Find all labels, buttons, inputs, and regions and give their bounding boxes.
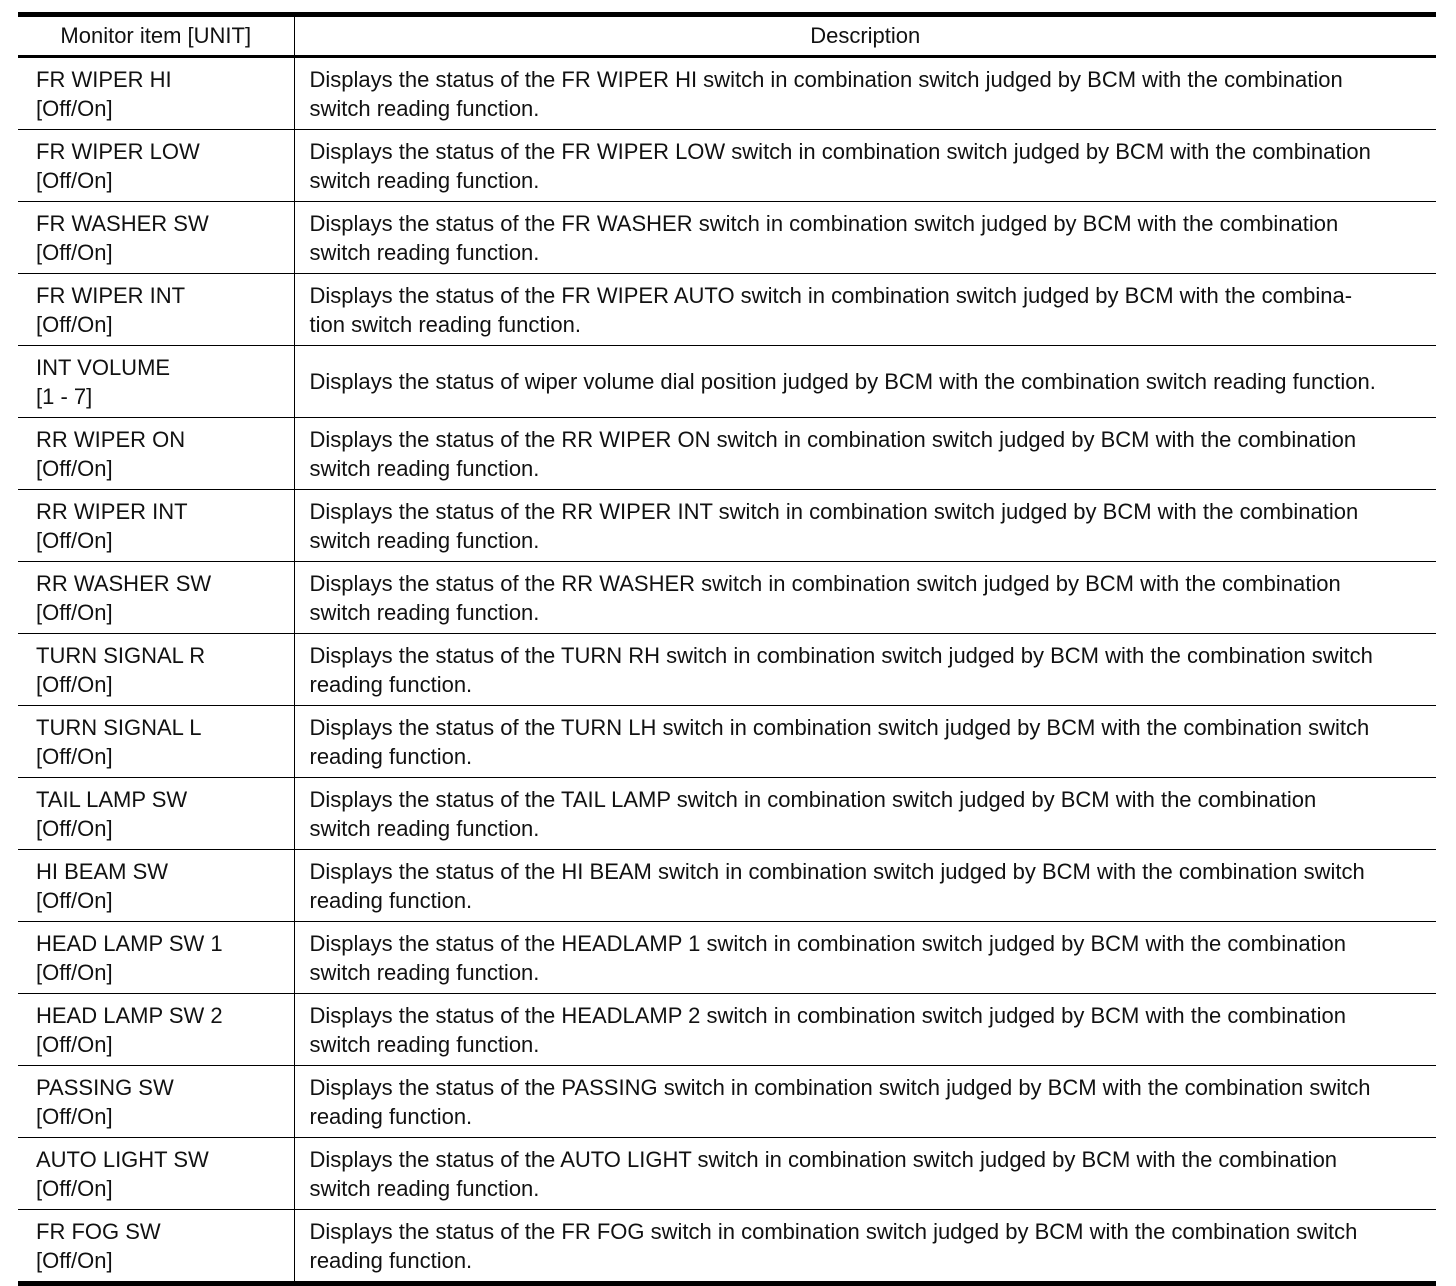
description-cell [294,274,1436,346]
description-cell [294,706,1436,778]
monitor-item-cell [18,850,294,922]
monitor-item-cell [18,562,294,634]
description-line-1: Displays the status of the FR FOG switch in combination switch judged by BCM with the combination switch [309,1218,1358,1244]
monitor-item-unit: [Off/On] [36,1031,113,1057]
header-monitor-item: Monitor item [UNIT] [18,15,294,57]
description-cell [294,130,1436,202]
monitor-item-cell [18,346,294,418]
monitor-item-unit: [1 - 7] [36,383,93,409]
description-cell [294,346,1436,418]
description-cell [294,57,1436,130]
table-row [18,130,1436,202]
table-row [18,1210,1436,1284]
description-cell [294,1066,1436,1138]
table-row [18,706,1436,778]
monitor-item-name: INT VOLUME [36,354,171,380]
description-line-1: Displays the status of the RR WASHER switch in combination switch judged by BCM with the combination [309,570,1341,596]
monitor-item-name: FR WIPER LOW [36,138,200,164]
description-cell [294,850,1436,922]
table-row [18,418,1436,490]
description-line-1: Displays the status of the HI BEAM switch in combination switch judged by BCM with the combination switch [309,858,1365,884]
monitor-item-cell [18,994,294,1066]
monitor-item-unit: [Off/On] [36,311,113,337]
header-description: Description [294,15,1436,57]
description-cell [294,1210,1436,1284]
description-line-1: Displays the status of the RR WIPER ON switch in combination switch judged by BCM with the combination [309,426,1357,452]
monitor-item-unit: [Off/On] [36,887,113,913]
table-row [18,562,1436,634]
monitor-item-unit: [Off/On] [36,815,113,841]
description-line-1: Displays the status of the TAIL LAMP switch in combination switch judged by BCM with the combination [309,786,1317,812]
monitor-item-name: FR WIPER HI [36,66,172,92]
monitor-item-cell [18,1138,294,1210]
table-row [18,57,1436,130]
monitor-item-name: RR WASHER SW [36,570,212,596]
monitor-item-unit: [Off/On] [36,959,113,985]
description-line-2: reading function. [309,743,473,769]
table-row [18,490,1436,562]
table-row [18,634,1436,706]
monitor-item-cell [18,202,294,274]
table-row [18,850,1436,922]
monitor-item-name: AUTO LIGHT SW [36,1146,209,1172]
monitor-item-cell [18,1066,294,1138]
description-line-2: switch reading function. [309,1175,540,1201]
monitor-item-name: TURN SIGNAL L [36,714,202,740]
description-line-1: Displays the status of the AUTO LIGHT switch in combination switch judged by BCM with the combination [309,1146,1338,1172]
description-cell [294,634,1436,706]
monitor-items-table-container [18,12,1436,1286]
description-line-1: Displays the status of the FR WIPER LOW switch in combination switch judged by BCM with the combination [309,138,1371,164]
table-row [18,922,1436,994]
monitor-item-name: FR FOG SW [36,1218,161,1244]
monitor-item-cell [18,706,294,778]
monitor-item-cell [18,130,294,202]
description-line-1: Displays the status of the FR WASHER switch in combination switch judged by BCM with the combination [309,210,1339,236]
monitor-item-unit: [Off/On] [36,743,113,769]
monitor-item-name: TURN SIGNAL R [36,642,206,668]
description-line-2: switch reading function. [309,239,540,265]
monitor-item-name: FR WASHER SW [36,210,209,236]
description-line-1: Displays the status of the TURN RH switch in combination switch judged by BCM with the combination switch [309,642,1373,668]
description-line-2: reading function. [309,887,473,913]
table-row [18,1138,1436,1210]
monitor-item-unit: [Off/On] [36,1175,113,1201]
description-line-1: Displays the status of the TURN LH switch in combination switch judged by BCM with the combination switch [309,714,1370,740]
description-cell [294,562,1436,634]
monitor-item-name: HEAD LAMP SW 2 [36,1002,223,1028]
description-line-1: Displays the status of the HEADLAMP 1 switch in combination switch judged by BCM with the combination [309,930,1347,956]
monitor-item-cell [18,634,294,706]
description-cell [294,778,1436,850]
monitor-item-name: RR WIPER ON [36,426,186,452]
description-line-1: Displays the status of the PASSING switch in combination switch judged by BCM with the combination switch [309,1074,1371,1100]
monitor-item-unit: [Off/On] [36,1103,113,1129]
monitor-item-unit: [Off/On] [36,455,113,481]
description-line-2: switch reading function. [309,167,540,193]
monitor-item-cell [18,1210,294,1284]
table-row [18,994,1436,1066]
description-line-2: switch reading function. [309,1031,540,1057]
monitor-item-unit: [Off/On] [36,599,113,625]
table-row [18,346,1436,418]
monitor-item-cell [18,490,294,562]
description-line-2: switch reading function. [309,599,540,625]
table-header-row [18,15,1436,57]
monitor-item-cell [18,57,294,130]
monitor-item-unit: [Off/On] [36,527,113,553]
monitor-item-cell [18,778,294,850]
table-row [18,274,1436,346]
description-line-2: tion switch reading function. [309,311,581,337]
monitor-item-unit: [Off/On] [36,239,113,265]
monitor-item-name: HEAD LAMP SW 1 [36,930,223,956]
table-row [18,778,1436,850]
description-line-2: reading function. [309,1103,473,1129]
table-body [18,57,1436,1284]
description-cell [294,418,1436,490]
monitor-item-unit: [Off/On] [36,671,113,697]
monitor-item-name: FR WIPER INT [36,282,186,308]
description-line-1: Displays the status of the FR WIPER HI switch in combination switch judged by BCM with the combination [309,66,1343,92]
monitor-item-name: HI BEAM SW [36,858,169,884]
description-cell [294,922,1436,994]
description-line-1: Displays the status of wiper volume dial position judged by BCM with the combination switch reading function. [309,369,1376,394]
description-cell [294,490,1436,562]
monitor-item-name: RR WIPER INT [36,498,188,524]
description-line-2: switch reading function. [309,815,540,841]
monitor-item-cell [18,922,294,994]
description-cell [294,1138,1436,1210]
monitor-item-unit: [Off/On] [36,1247,113,1273]
description-cell [294,994,1436,1066]
description-line-2: reading function. [309,671,473,697]
description-line-2: switch reading function. [309,455,540,481]
description-line-1: Displays the status of the RR WIPER INT switch in combination switch judged by BCM with the combination [309,498,1359,524]
description-cell [294,202,1436,274]
monitor-item-unit: [Off/On] [36,167,113,193]
description-line-2: switch reading function. [309,95,540,121]
monitor-item-name: TAIL LAMP SW [36,786,188,812]
monitor-item-cell [18,274,294,346]
description-line-1: Displays the status of the FR WIPER AUTO switch in combination switch judged by BCM with the combina- [309,282,1353,308]
description-line-2: switch reading function. [309,527,540,553]
description-line-2: switch reading function. [309,959,540,985]
description-line-2: reading function. [309,1247,473,1273]
monitor-item-unit: [Off/On] [36,95,113,121]
description-line-1: Displays the status of the HEADLAMP 2 switch in combination switch judged by BCM with the combination [309,1002,1347,1028]
monitor-item-cell [18,418,294,490]
monitor-item-name: PASSING SW [36,1074,174,1100]
monitor-items-table [18,12,1436,1286]
table-row [18,1066,1436,1138]
table-row [18,202,1436,274]
